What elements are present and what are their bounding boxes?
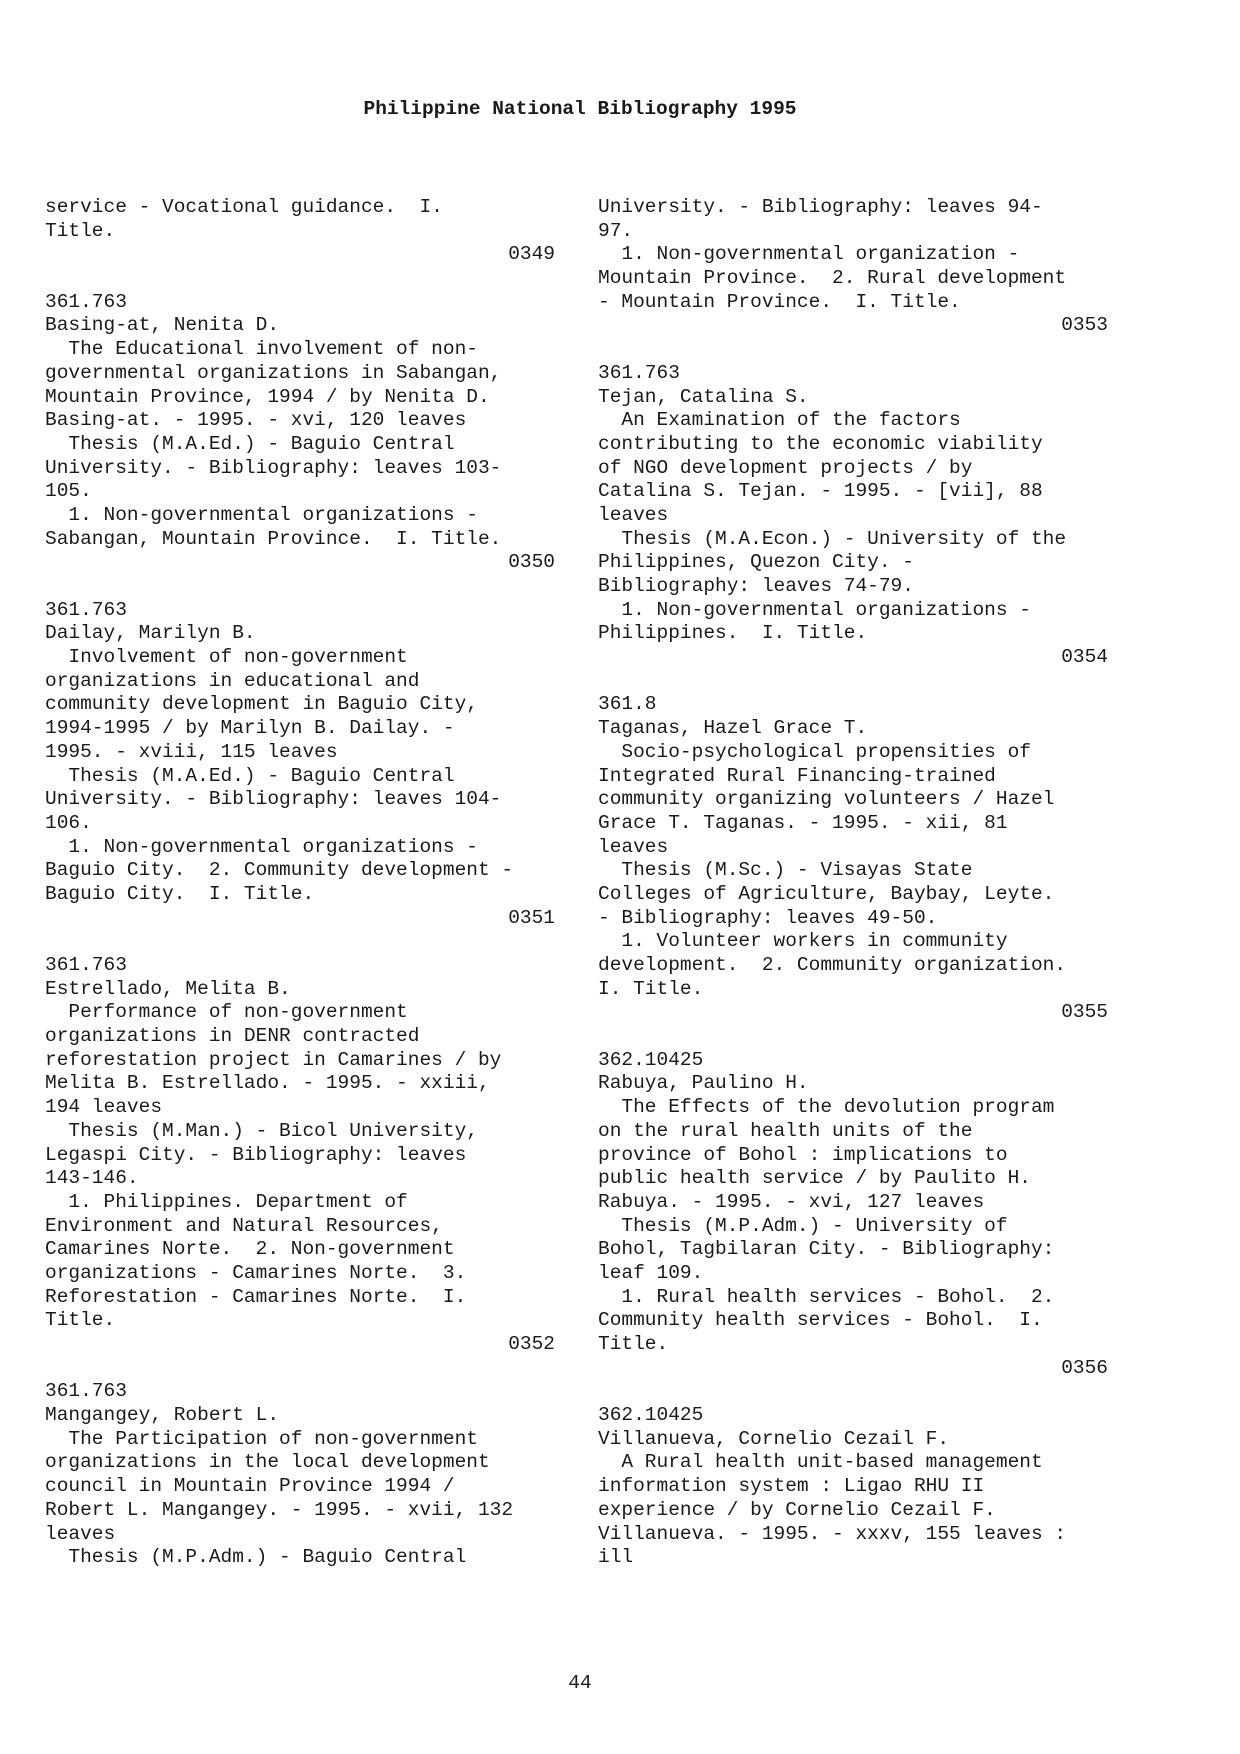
entry-line: 361.763 [45, 954, 127, 976]
entry-line: 361.763 [598, 361, 680, 384]
entry-line: Villanueva. - 1995. - xxxv, 155 leaves : [598, 1522, 1067, 1545]
entry-line: organizations in educational and [45, 669, 420, 692]
entry-number: 0354 [1061, 646, 1108, 669]
entry-line: Thesis (M.P.Adm.) - Baguio Central [45, 1546, 467, 1569]
entry-line: 361.763 [45, 598, 127, 621]
entry-line: Philippines. I. Title. [598, 622, 868, 645]
entry-line: - Bibliography: leaves 49-50. [598, 906, 938, 929]
entry-line: An Examination of the factors [598, 409, 961, 432]
entry-line: Thesis (M.Man.) - Bicol University, [45, 1119, 478, 1142]
entry-spacer [45, 1357, 555, 1381]
bibliography-entry [598, 362, 1108, 670]
entry-line: Performance of non-government [45, 1001, 408, 1024]
entry-line: 362.10425 [598, 1404, 704, 1427]
entry-line: Sabangan, Mountain Province. I. Title. [45, 527, 502, 550]
entry-line: Grace T. Taganas. - 1995. - xii, 81 [598, 811, 1008, 834]
entry-line: leaves [598, 835, 669, 858]
entry-line: Mountain Province. 2. Rural development [598, 267, 1067, 290]
entry-line: organizations in DENR contracted [45, 1025, 420, 1048]
entry-number: 0355 [1061, 1001, 1108, 1024]
entry-line: Bibliography: leaves 74-79. [598, 575, 914, 597]
entry-line: Estrellado, Melita B. [45, 977, 291, 1000]
entry-line: 1994-1995 / by Marilyn B. Dailay. - [45, 717, 455, 740]
entry-line: 361.763 [45, 290, 127, 313]
entry-spacer [598, 1025, 1108, 1049]
entry-line: contributing to the economic viability [598, 432, 1043, 455]
entry-line: Thesis (M.P.Adm.) - University of [598, 1214, 1008, 1237]
entry-line: 105. [45, 480, 92, 503]
entry-line: Involvement of non-government [45, 646, 408, 669]
entry-spacer [598, 338, 1108, 362]
page-title: Philippine National Bibliography 1995 [363, 98, 797, 120]
entry-line: organizations in the local development [45, 1451, 490, 1474]
entry-line: Basing-at, Nenita D. [45, 314, 280, 337]
entry-line: Colleges of Agriculture, Baybay, Leyte. [598, 882, 1055, 905]
entry-number: 0356 [1061, 1356, 1108, 1379]
entry-line: Community health services - Bohol. I. [598, 1309, 1043, 1332]
entry-line: Mountain Province, 1994 / by Nenita D. [45, 385, 490, 408]
entry-line: A Rural health unit-based management [598, 1451, 1043, 1474]
entry-line: Dailay, Marilyn B. [45, 622, 256, 645]
entry-line: Integrated Rural Financing-trained [598, 764, 996, 787]
entry-line: leaf 109. [598, 1261, 704, 1284]
entry-line: 143-146. [45, 1167, 139, 1190]
entry-line: organizations - Camarines Norte. 3. [45, 1261, 467, 1284]
entry-number: 0351 [508, 906, 555, 929]
entry-spacer [45, 267, 555, 291]
entry-line: University. - Bibliography: leaves 103- [45, 456, 502, 479]
entry-line: reforestation project in Camarines / by [45, 1048, 502, 1071]
entry-line: of NGO development projects / by [598, 456, 973, 479]
entry-line: development. 2. Community organization. [598, 954, 1067, 976]
entry-spacer [598, 670, 1108, 694]
bibliography-entry [598, 1404, 1108, 1570]
entry-line: Reforestation - Camarines Norte. I. [45, 1285, 467, 1308]
entry-line: Villanueva, Cornelio Cezail F. [598, 1427, 950, 1450]
bibliography-entry [598, 1049, 1108, 1381]
entry-spacer [45, 575, 555, 599]
page-number: 44 [568, 1672, 592, 1694]
entry-line: leaves [598, 503, 669, 526]
entry-spacer [45, 930, 555, 954]
entry-line: Thesis (M.Sc.) - Visayas State [598, 859, 973, 882]
entry-line: Environment and Natural Resources, [45, 1214, 443, 1237]
entry-line: Camarines Norte. 2. Non-government [45, 1238, 455, 1261]
entry-line: 1. Volunteer workers in community [598, 930, 1008, 953]
entry-line: Rabuya. - 1995. - xvi, 127 leaves [598, 1190, 985, 1213]
left-column [45, 196, 555, 1570]
entry-line: 194 leaves [45, 1096, 163, 1119]
bibliography-entry [45, 291, 555, 575]
entry-line: 361.8 [598, 693, 657, 716]
entry-line: Baguio City. I. Title. [45, 882, 315, 905]
bibliography-entry [45, 196, 555, 267]
entry-line: 1. Non-governmental organization - [598, 243, 1020, 266]
entry-line: Catalina S. Tejan. - 1995. - [vii], 88 [598, 480, 1043, 503]
entry-line: I. Title. [598, 977, 704, 1000]
entry-line: 1. Non-governmental organizations - [45, 503, 478, 526]
entry-number: 0353 [1061, 314, 1108, 337]
entry-line: 1. Non-governmental organizations - [598, 598, 1031, 621]
entry-line: community development in Baguio City, [45, 693, 478, 716]
entry-line: 106. [45, 811, 92, 834]
entry-line: experience / by Cornelio Cezail F. [598, 1498, 996, 1521]
bibliography-entry [598, 693, 1108, 1025]
entry-line: public health service / by Paulito H. [598, 1167, 1031, 1190]
entry-line: Baguio City. 2. Community development - [45, 859, 514, 882]
entry-line: Thesis (M.A.Ed.) - Baguio Central [45, 432, 455, 455]
entry-line: province of Bohol : implications to [598, 1143, 1008, 1166]
entry-line: 1995. - xviii, 115 leaves [45, 740, 338, 763]
entry-line: Thesis (M.A.Econ.) - University of the [598, 527, 1067, 550]
entry-number: 0350 [508, 551, 555, 574]
entry-line: leaves [45, 1522, 116, 1545]
entry-line: 361.763 [45, 1380, 127, 1403]
entry-line: Rabuya, Paulino H. [598, 1072, 809, 1095]
entry-line: Bohol, Tagbilaran City. - Bibliography: [598, 1238, 1055, 1261]
entry-line: Robert L. Mangangey. - 1995. - xvii, 132 [45, 1498, 514, 1521]
entry-line: Socio-psychological propensities of [598, 740, 1031, 763]
entry-spacer [598, 1380, 1108, 1404]
entry-line: Basing-at. - 1995. - xvi, 120 leaves [45, 409, 467, 432]
entry-number: 0349 [508, 243, 555, 266]
right-column [598, 196, 1108, 1570]
entry-line: on the rural health units of the [598, 1119, 973, 1142]
entry-line: The Effects of the devolution program [598, 1096, 1055, 1119]
entry-line: University. - Bibliography: leaves 94- [598, 196, 1043, 218]
entry-line: Title. [598, 1333, 669, 1355]
entry-line: 1. Rural health services - Bohol. 2. [598, 1285, 1055, 1308]
bibliography-entry [45, 1380, 555, 1570]
bibliography-entry [598, 196, 1108, 338]
entry-line: 1. Non-governmental organizations - [45, 835, 478, 858]
entry-line: 362.10425 [598, 1048, 704, 1071]
entry-line: council in Mountain Province 1994 / [45, 1475, 455, 1498]
entry-line: The Educational involvement of non- [45, 338, 478, 361]
entry-line: Philippines, Quezon City. - [598, 551, 914, 574]
entry-line: Melita B. Estrellado. - 1995. - xxiii, [45, 1072, 490, 1095]
entry-line: Title. [45, 1309, 116, 1332]
entry-line: Mangangey, Robert L. [45, 1404, 280, 1427]
entry-line: 97. [598, 219, 634, 242]
entry-number: 0352 [508, 1333, 555, 1355]
entry-line: - Mountain Province. I. Title. [598, 290, 961, 313]
entry-line: The Participation of non-government [45, 1427, 478, 1450]
entry-line: Tejan, Catalina S. [598, 385, 809, 408]
entry-line: Taganas, Hazel Grace T. [598, 717, 868, 740]
bibliography-entry [45, 599, 555, 931]
entry-line: service - Vocational guidance. I. [45, 196, 443, 218]
entry-line: Legaspi City. - Bibliography: leaves [45, 1143, 467, 1166]
entry-line: information system : Ligao RHU II [598, 1475, 985, 1498]
entry-line: University. - Bibliography: leaves 104- [45, 788, 502, 811]
entry-line: Thesis (M.A.Ed.) - Baguio Central [45, 764, 455, 787]
entry-line: community organizing volunteers / Hazel [598, 788, 1055, 811]
entry-line: 1. Philippines. Department of [45, 1190, 408, 1213]
entry-line: governmental organizations in Sabangan, [45, 361, 502, 384]
bibliography-entry [45, 954, 555, 1357]
entry-line: Title. [45, 219, 116, 242]
entry-line: ill [598, 1546, 634, 1569]
